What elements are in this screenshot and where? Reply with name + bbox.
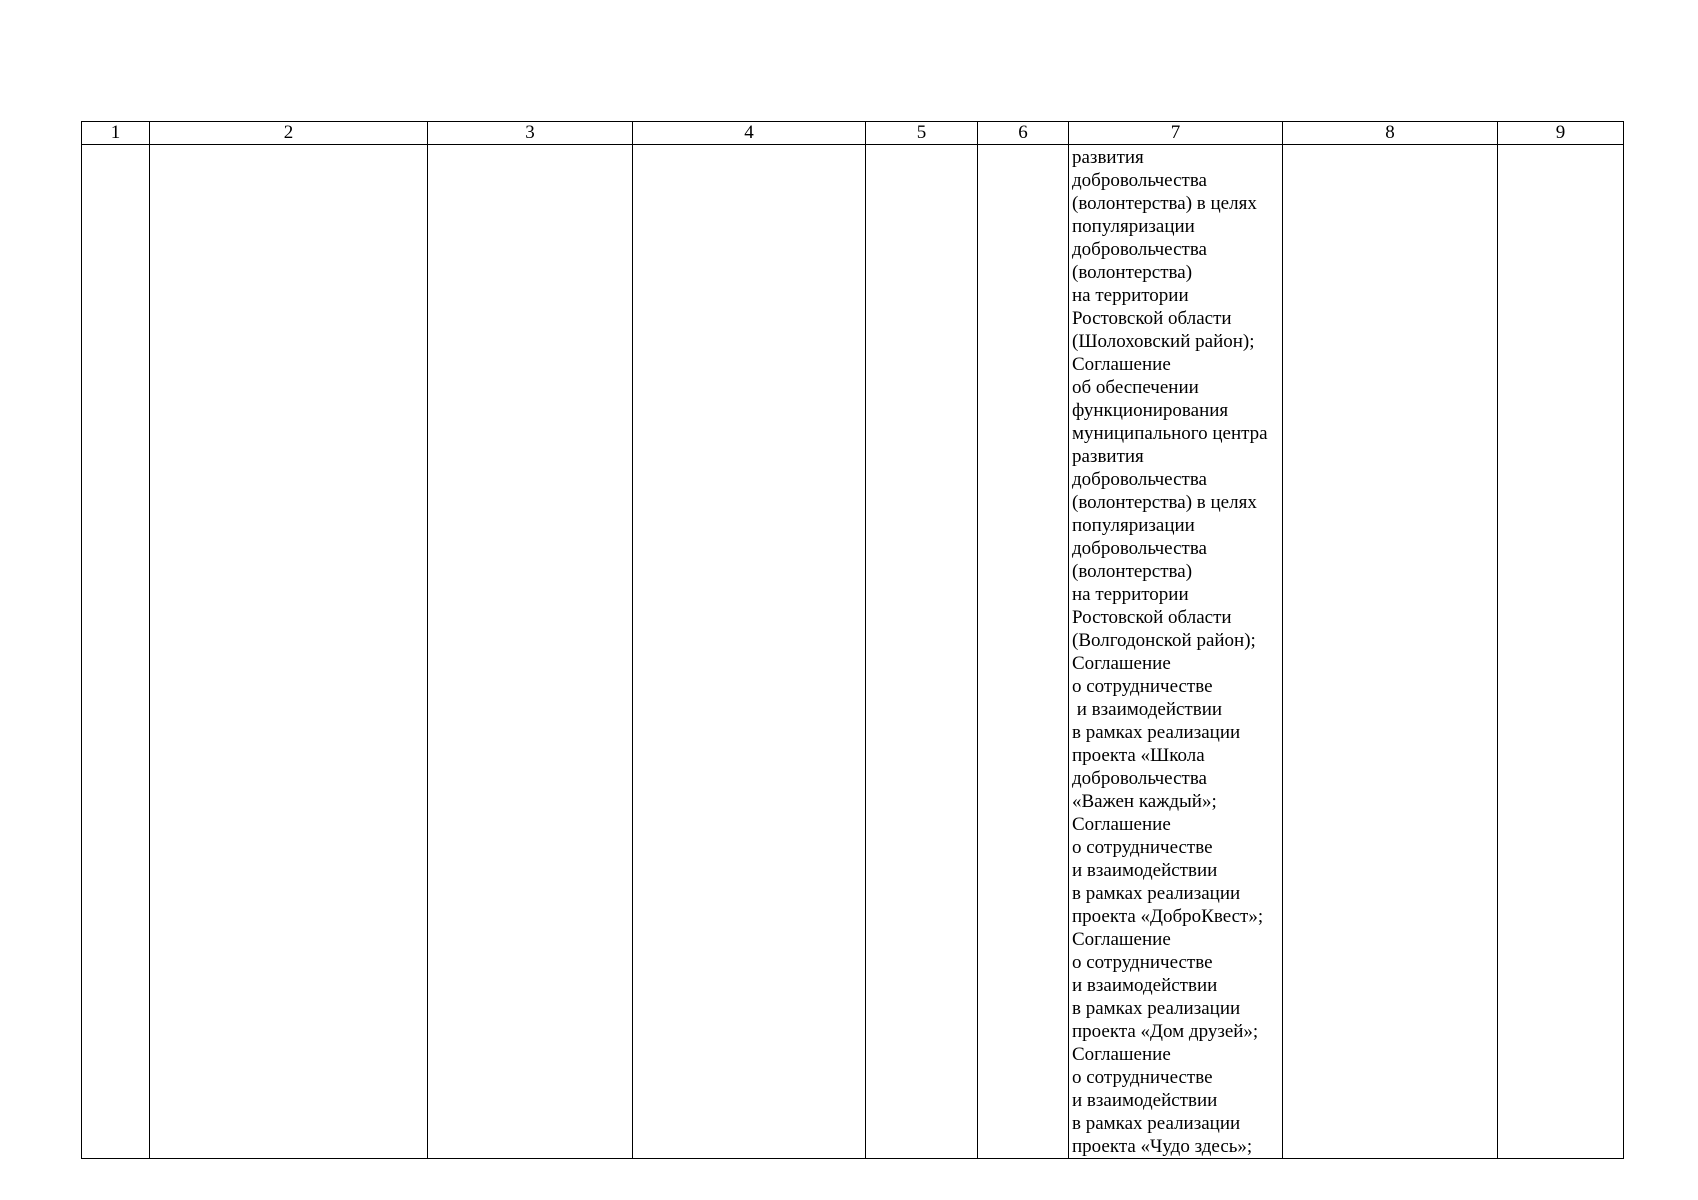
text-line: (волонтерства) в целях <box>1072 193 1257 214</box>
text-line: на территории <box>1072 584 1189 605</box>
text-line: об обеспечении <box>1072 377 1199 398</box>
text-line: Ростовской области <box>1072 308 1232 329</box>
text-line: в рамках реализации <box>1072 998 1241 1019</box>
text-line: и взаимодействии <box>1072 860 1218 881</box>
text-line: развития <box>1072 446 1144 467</box>
text-line: о сотрудничестве <box>1072 676 1213 697</box>
text-line: на территории <box>1072 285 1189 306</box>
text-line: Соглашение <box>1072 1044 1171 1065</box>
document-table <box>81 121 1624 1159</box>
text-line: проекта «Школа <box>1072 745 1205 766</box>
text-line: в рамках реализации <box>1072 883 1241 904</box>
text-line: о сотрудничестве <box>1072 952 1213 973</box>
table-row <box>82 145 1624 1159</box>
text-line: и взаимодействии <box>1072 699 1223 720</box>
text-line: Соглашение <box>1072 354 1171 375</box>
cell-col-1 <box>82 145 150 1159</box>
header-col-3: 3 <box>428 122 633 145</box>
text-line: о сотрудничестве <box>1072 837 1213 858</box>
text-line: проекта «Дом друзей»; <box>1072 1021 1259 1042</box>
header-col-4: 4 <box>633 122 866 145</box>
cell-col-8 <box>1283 145 1498 1159</box>
text-line: проекта «Чудо здесь»; <box>1072 1136 1253 1157</box>
header-row <box>82 122 1624 145</box>
header-col-8: 8 <box>1283 122 1498 145</box>
header-col-2: 2 <box>150 122 428 145</box>
text-line: популяризации <box>1072 216 1195 237</box>
header-col-5: 5 <box>866 122 978 145</box>
text-line: функционирования <box>1072 400 1229 421</box>
text-line: проекта «ДоброКвест»; <box>1072 906 1264 927</box>
text-line: добровольчества <box>1072 768 1207 789</box>
cell-col-6 <box>978 145 1069 1159</box>
text-line: Соглашение <box>1072 653 1171 674</box>
text-line: «Важен каждый»; <box>1072 791 1217 812</box>
text-line: Ростовской области <box>1072 607 1232 628</box>
cell-col-7 <box>1069 145 1283 1159</box>
text-line: муниципального центра <box>1072 423 1268 444</box>
text-line: популяризации <box>1072 515 1195 536</box>
text-line: Соглашение <box>1072 814 1171 835</box>
text-line: развития <box>1072 147 1144 168</box>
cell-col-2 <box>150 145 428 1159</box>
text-line: добровольчества <box>1072 170 1207 191</box>
text-line: (волонтерства) <box>1072 262 1193 283</box>
text-line: в рамках реализации <box>1072 722 1241 743</box>
cell-col-9 <box>1498 145 1624 1159</box>
text-line: в рамках реализации <box>1072 1113 1241 1134</box>
header-col-7: 7 <box>1069 122 1283 145</box>
header-col-9: 9 <box>1498 122 1624 145</box>
header-col-6: 6 <box>978 122 1069 145</box>
text-line: добровольчества <box>1072 469 1207 490</box>
agreements-text <box>1069 145 1282 1158</box>
text-line: добровольчества <box>1072 239 1207 260</box>
cell-col-3 <box>428 145 633 1159</box>
text-line: Соглашение <box>1072 929 1171 950</box>
cell-col-4 <box>633 145 866 1159</box>
text-line: добровольчества <box>1072 538 1207 559</box>
cell-col-5 <box>866 145 978 1159</box>
text-line: (Шолоховский район); <box>1072 331 1255 352</box>
text-line: и взаимодействии <box>1072 975 1218 996</box>
text-line: о сотрудничестве <box>1072 1067 1213 1088</box>
text-line: (Волгодонской район); <box>1072 630 1256 651</box>
text-line: и взаимодействии <box>1072 1090 1218 1111</box>
header-col-1: 1 <box>82 122 150 145</box>
text-line: (волонтерства) в целях <box>1072 492 1257 513</box>
text-line: (волонтерства) <box>1072 561 1193 582</box>
